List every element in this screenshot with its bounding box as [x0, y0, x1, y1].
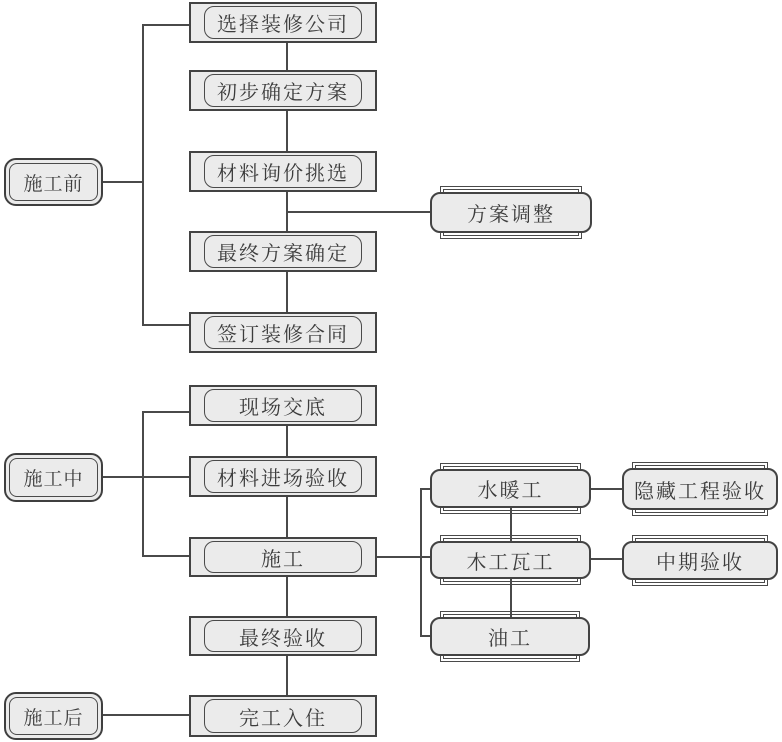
connector-line	[286, 656, 288, 695]
connector-line	[142, 24, 144, 326]
node-label: 中期验收	[622, 541, 778, 580]
node-final-acceptance	[189, 616, 377, 656]
connector-line	[286, 426, 288, 456]
node-sign-contract	[189, 312, 377, 353]
connector-line	[286, 272, 288, 312]
node-phase-during-construction	[4, 453, 103, 502]
connector-line	[142, 324, 190, 326]
node-select-company	[189, 2, 377, 43]
node-label: 最终验收	[204, 620, 362, 652]
connector-line	[103, 714, 190, 716]
node-material-acceptance	[189, 456, 377, 497]
node-material-inquiry	[189, 151, 377, 192]
node-phase-post-construction	[4, 692, 103, 740]
connector-line	[286, 43, 288, 70]
node-label: 完工入住	[204, 699, 362, 733]
connector-line	[142, 411, 144, 557]
connector-line	[103, 476, 190, 478]
node-midterm-acceptance	[622, 541, 778, 580]
connector-line	[591, 558, 622, 560]
node-plumbing-worker	[430, 469, 591, 508]
node-preliminary-plan	[189, 70, 377, 111]
connector-line	[286, 111, 288, 151]
node-construction	[189, 537, 377, 577]
node-label: 方案调整	[430, 192, 592, 233]
node-move-in	[189, 695, 377, 737]
node-label: 木工瓦工	[430, 541, 591, 579]
node-label: 油工	[430, 617, 590, 656]
connector-line	[377, 556, 430, 558]
node-label: 施工后	[9, 697, 98, 735]
connector-line	[142, 555, 190, 557]
node-label: 施工中	[9, 458, 98, 497]
node-label: 施工前	[9, 163, 98, 201]
node-final-plan	[189, 231, 377, 272]
connector-line	[420, 635, 430, 637]
connector-line	[286, 577, 288, 616]
node-label: 水暖工	[430, 469, 591, 508]
node-plan-adjust	[430, 192, 592, 233]
connector-line	[420, 488, 422, 637]
node-carpentry-masonry	[430, 541, 591, 579]
node-label: 现场交底	[204, 389, 362, 422]
node-label: 初步确定方案	[204, 74, 362, 107]
connector-line	[286, 497, 288, 537]
node-phase-pre-construction	[4, 158, 103, 206]
node-label: 材料询价挑选	[204, 155, 362, 188]
node-label: 施工	[204, 541, 362, 573]
node-painting-worker	[430, 617, 590, 656]
node-hidden-acceptance	[622, 468, 778, 510]
node-label: 材料进场验收	[204, 460, 362, 493]
connector-line	[103, 181, 144, 183]
node-label: 选择装修公司	[204, 6, 362, 39]
connector-line	[142, 24, 190, 26]
connector-line	[286, 211, 430, 213]
connector-line	[591, 488, 622, 490]
connector-line	[142, 411, 190, 413]
node-label: 最终方案确定	[204, 235, 362, 268]
node-site-briefing	[189, 385, 377, 426]
node-label: 隐藏工程验收	[622, 468, 778, 510]
connector-line	[420, 488, 430, 490]
node-label: 签订装修合同	[204, 316, 362, 349]
